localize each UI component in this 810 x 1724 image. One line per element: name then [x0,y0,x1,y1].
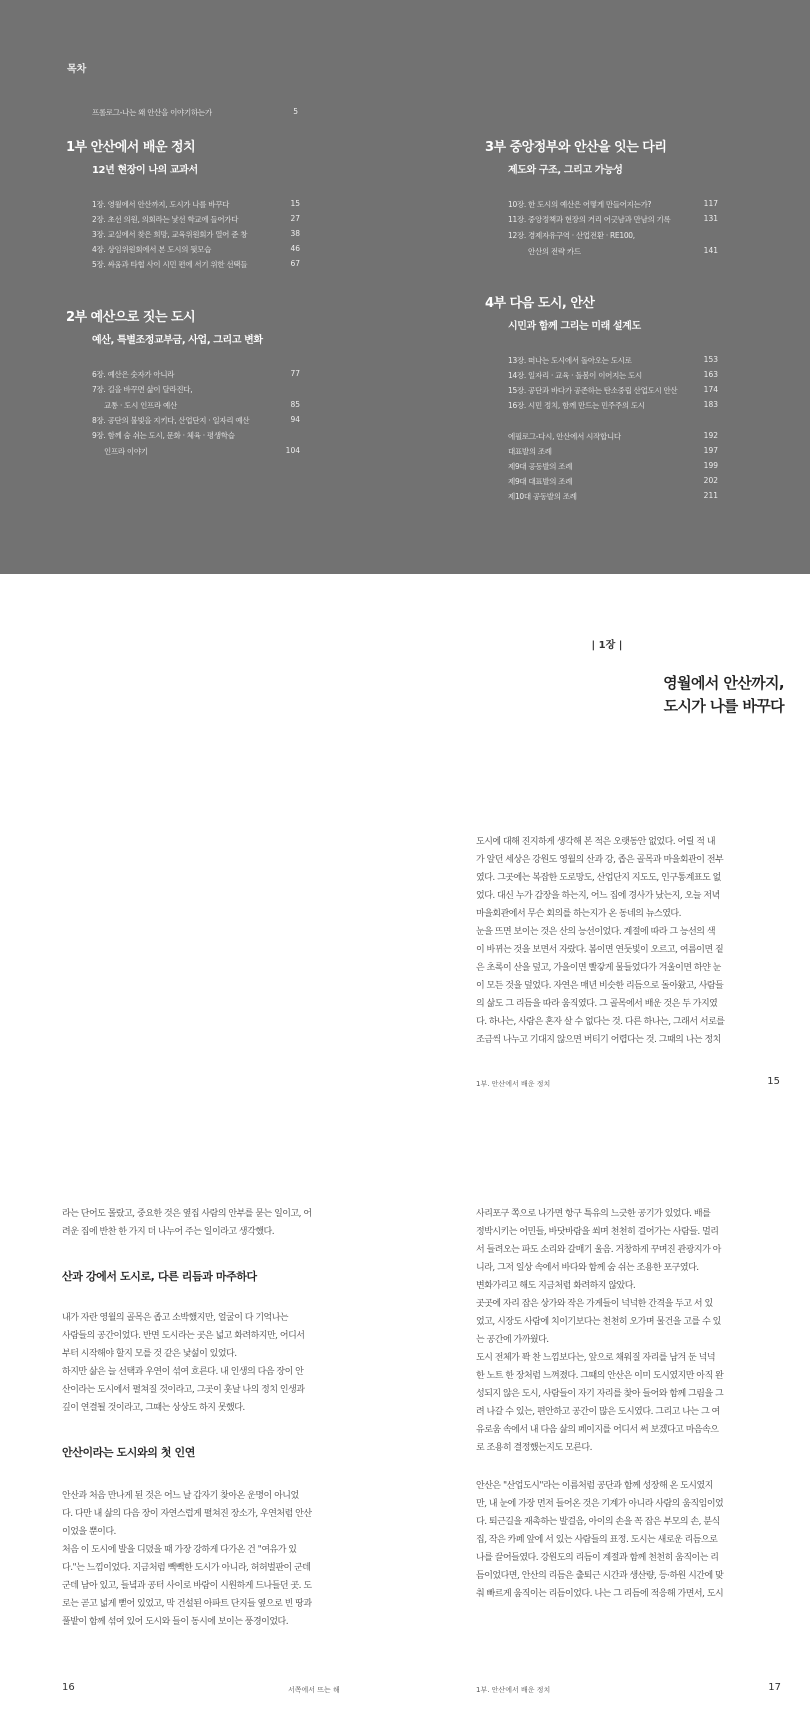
body-line: 산이라는 도시에서 펼쳐질 것이라고, 그곳이 훗날 나의 정치 인생과 [62,1385,305,1395]
running-footer: 1부. 안산에서 배운 정치 [476,1080,551,1088]
body-line: 이었을 뿐이다. [62,1527,116,1537]
body-line: 내가 자란 영월의 골목은 좁고 소박했지만, 얼굴이 다 기억나는 [62,1313,289,1323]
body-line: 곳곳에 자리 잡은 상가와 작은 가게들이 넉넉한 간격을 두고 서 있 [476,1299,713,1309]
toc-appendix-page: 192 [703,431,718,440]
body-line: 듬이었다면, 안산의 리듬은 출퇴근 시간과 생산량, 등·하원 시간에 맞 [476,1571,724,1581]
body-line: 었고, 시장도 사람에 치이기보다는 천천히 오가며 물건을 고를 수 있 [476,1317,721,1327]
toc-entry-page: 163 [703,370,718,379]
part1-subtitle: 12년 현장이 나의 교과서 [92,165,198,176]
toc-appendix-page: 197 [703,446,718,455]
body-line: 부터 시작해야 할지 모를 것 같은 낯섦이 있었다. [62,1349,237,1359]
body-line: 었다. 대신 누가 감장을 하는지, 어느 집에 경사가 났는지, 오늘 저녁 [476,891,720,901]
body-line: 나를 끌어들였다. 강원도의 리듬이 계절과 함께 천천히 움직이는 리 [476,1553,719,1563]
body-line: 의 삶도 그 리듬을 따라 움직였다. 그 골목에서 배운 것은 두 가지였 [476,999,718,1009]
toc-entry: 5장. 싸움과 타협 사이 시민 편에 서기 위한 선택들 [92,260,248,269]
toc-appendix-entry: 제9대 공동발의 조례 [508,462,573,471]
body-line: 집, 작은 카페 앞에 서 있는 사람들의 표정. 도시는 새로운 리듬으로 [476,1535,718,1545]
toc-entry: 3장. 교실에서 찾은 희망, 교육위원회가 열어 준 창 [92,230,248,239]
body-line: 처음 이 도시에 발을 디뎠을 때 가장 강하게 다가온 건 "여유가 있 [62,1545,297,1555]
toc-appendix-page: 199 [703,461,718,470]
body-line: 는 공간에 가까웠다. [476,1335,549,1345]
toc-appendix-entry: 대표발의 조례 [508,447,552,456]
toc-entry: 인프라 이야기 [104,447,148,456]
part2-title: 2부 예산으로 짓는 도시 [66,310,196,325]
toc-entry-page: 153 [703,355,718,364]
toc-appendix-entry: 에필로그-다시, 안산에서 시작합니다 [508,432,621,441]
body-line: 사리포구 쪽으로 나가면 항구 특유의 느긋한 공기가 있었다. 배를 [476,1209,711,1219]
body-line: 다. 퇴근길을 재촉하는 발걸음, 아이의 손을 꼭 잡은 부모의 손, 분식 [476,1517,720,1527]
body-line: 다. 다만 내 삶의 다음 장이 자연스럽게 펼쳐진 장소가, 우연처럼 안산 [62,1509,312,1519]
toc-entry-page: 117 [703,199,718,208]
toc-entry: 15장. 공단과 바다가 공존하는 탄소중립 산업도시 안산 [508,386,678,395]
toc-entry: 7장. 길을 바꾸면 삶이 달라진다, [92,385,193,394]
body-line: 사람들의 공간이었다. 반면 도시라는 곳은 넓고 화려하지만, 어디서 [62,1331,305,1341]
body-line: 안산은 "산업도시"라는 이름처럼 공단과 함께 성장해 온 도시였지 [476,1481,713,1491]
toc-entry: 2장. 초선 의원, 의회라는 낯선 학교에 들어가다 [92,215,239,224]
toc-entry: 12장. 경제자유구역 · 산업전환 · RE100, [508,231,635,240]
toc-entry-page: 131 [703,214,718,223]
body-line: 다."는 느낌이었다. 지금처럼 빽빽한 도시가 아니라, 허허벌판이 군데 [62,1563,311,1573]
part3-title: 3부 중앙정부와 안산을 잇는 다리 [485,140,667,155]
toc-appendix-entry: 제10대 공동발의 조례 [508,492,577,501]
section-heading: 산과 강에서 도시로, 다른 리듬과 마주하다 [62,1270,257,1283]
toc-spread [0,0,810,574]
body-line: 다. 하나는, 사람은 혼자 살 수 없다는 것. 다른 하나는, 그래서 서로를 [476,1017,725,1027]
chapter-opener-page [404,574,810,1126]
body-line: 서 들려오는 파도 소리와 갈매기 울음. 거창하게 꾸며진 관광지가 아 [476,1245,721,1255]
toc-entry-page: 174 [703,385,718,394]
body-line: 한 노트 한 장처럼 느껴졌다. 그때의 안산은 이미 도시였지만 아직 완 [476,1371,724,1381]
toc-prologue-page: 5 [293,107,298,116]
body-line: 풀밭이 함께 섞여 있어 도시와 들이 동시에 보이는 풍경이었다. [62,1617,289,1627]
body-line: 조금씩 나누고 기대지 않으면 버티기 어렵다는 것. 그때의 나는 정치 [476,1035,721,1045]
toc-entry-page: 67 [290,259,300,268]
body-line: 도시에 대해 진지하게 생각해 본 적은 오랫동안 없었다. 어릴 적 내 [476,837,716,847]
toc-entry: 4장. 상임위원회에서 본 도시의 뒷모습 [92,245,212,254]
page-number: 16 [62,1682,75,1693]
toc-entry-page: 183 [703,400,718,409]
part2-subtitle: 예산, 특별조정교부금, 사업, 그리고 변화 [92,335,263,346]
page-number: 17 [768,1682,781,1693]
body-line: 라는 단어도 몰랐고, 중요한 것은 옆집 사람의 안부를 묻는 일이고, 어 [62,1209,312,1219]
toc-entry: 11장. 중앙정책과 현장의 거리 어긋남과 만남의 기록 [508,215,671,224]
body-line: 로는 곧고 넓게 뻗어 있었고, 막 건설된 아파트 단지들 옆으로 빈 땅과 [62,1599,312,1609]
toc-entry-page: 46 [290,244,300,253]
body-line: 마을회관에서 무슨 회의를 하는지가 온 동네의 뉴스였다. [476,909,681,919]
toc-entry-page: 38 [290,229,300,238]
body-line: 하지만 삶은 늘 선택과 우연이 섞여 흐른다. 내 인생의 다음 장이 안 [62,1367,304,1377]
body-line: 성되지 않은 도시, 사람들이 자기 자리를 찾아 들어와 함께 그림을 그 [476,1389,724,1399]
toc-entry: 14장. 일자리 · 교육 · 돌봄이 이어지는 도시 [508,371,642,380]
body-line: 안산과 처음 만나게 된 것은 어느 날 갑자기 찾아온 운명이 아니었 [62,1491,299,1501]
toc-entry-page: 94 [290,415,300,424]
page-17 [405,1126,810,1724]
body-line: 변화가리고 해도 지금처럼 화려하지 않았다. [476,1281,636,1291]
body-line: 정박시키는 어민들, 바닷바람을 쐬며 천천히 걸어가는 사람들. 멀리 [476,1227,719,1237]
running-footer: 1부. 안산에서 배운 정치 [476,1686,551,1694]
body-line: 춰 빠르게 움직이는 리듬이었다. 나는 그 리듬에 적응해 가면서, 도시 [476,1589,724,1599]
body-line: 려 나갈 수 있는, 편안하고 공간이 많은 도시였다. 그리고 나는 그 여 [476,1407,720,1417]
toc-entry-page: 77 [290,369,300,378]
body-line: 깊이 연결될 것이라고, 그때는 상상도 하지 못했다. [62,1403,245,1413]
body-line: 만, 내 눈에 가장 먼저 들어온 것은 기계가 아니라 사람의 움직임이었 [476,1499,724,1509]
toc-entry: 16장. 시민 정치, 함께 만드는 민주주의 도시 [508,401,645,410]
part1-title: 1부 안산에서 배운 정치 [66,140,196,155]
page-16 [0,1126,405,1724]
toc-entry: 8장. 공단의 불빛을 지키다, 산업단지 · 일자리 예산 [92,416,250,425]
toc-label: 목차 [67,64,87,75]
chapter-title-line1: 영월에서 안산까지, [663,674,784,692]
body-line: 이 바뀌는 것을 보면서 자랐다. 봄이면 연둣빛이 오르고, 여름이면 짙 [476,945,724,955]
toc-entry: 9장. 함께 숨 쉬는 도시, 문화 · 체육 · 평생학습 [92,431,235,440]
toc-entry-page: 104 [285,446,300,455]
page-number: 15 [767,1076,780,1087]
body-line: 유로움 속에서 내 다음 삶의 페이지를 어디서 써 보겠다고 마음속으 [476,1425,719,1435]
part3-subtitle: 제도와 구조, 그리고 가능성 [508,165,623,176]
body-line: 군데 남아 있고, 들녘과 공터 사이로 바람이 시원하게 드나들던 곳. 도 [62,1581,312,1591]
body-line: 가 알던 세상은 강원도 영월의 산과 강, 좁은 골목과 마을회관이 전부 [476,855,724,865]
toc-entry-page: 141 [703,246,718,255]
toc-entry-page: 15 [290,199,300,208]
running-footer: 서쪽에서 뜨는 해 [288,1686,340,1694]
chapter-label: | 1장 | [591,640,623,651]
toc-appendix-entry: 제9대 대표발의 조례 [508,477,573,486]
body-line: 로 조용히 결정했는지도 모른다. [476,1443,592,1453]
body-line: 도시 전체가 꽉 찬 느낌보다는, 앞으로 채워질 자리를 남겨 둔 넉넉 [476,1353,716,1363]
body-line: 이 모든 것을 덮었다. 자연은 매년 비슷한 리듬으로 돌아왔고, 사람들 [476,981,724,991]
toc-entry: 6장. 예산은 숫자가 아니라 [92,370,175,379]
toc-entry: 1장. 영월에서 안산까지, 도시가 나를 바꾸다 [92,200,230,209]
toc-appendix-page: 202 [703,476,718,485]
section-heading: 안산이라는 도시와의 첫 인연 [62,1446,195,1459]
part4-subtitle: 시민과 함께 그리는 미래 설계도 [508,321,641,332]
toc-appendix-page: 211 [703,491,718,500]
toc-entry: 교통 · 도시 인프라 예산 [104,401,177,410]
body-line: 니라, 그저 일상 속에서 바다와 함께 숨 쉬는 조용한 포구였다. [476,1263,699,1273]
toc-entry: 10장. 한 도시의 예산은 어떻게 만들어지는가? [508,200,652,209]
toc-entry-page: 27 [290,214,300,223]
body-line: 은 초록이 산을 덮고, 가을이면 빨갛게 물들었다가 겨울이면 하얀 눈 [476,963,721,973]
chapter-title-line2: 도시가 나를 바꾸다 [663,697,784,715]
body-line: 눈을 뜨면 보이는 것은 산의 능선이었다. 계절에 따라 그 능선의 색 [476,927,716,937]
toc-entry: 안산의 전략 카드 [528,247,581,256]
toc-entry-page: 85 [290,400,300,409]
toc-entry: 13장. 떠나는 도시에서 돌아오는 도시로 [508,356,632,365]
part4-title: 4부 다음 도시, 안산 [485,296,595,311]
toc-prologue-title: 프롤로그-나는 왜 안산을 이야기하는가 [92,108,212,117]
body-line: 려운 집에 반찬 한 가지 더 나누어 주는 일이라고 생각했다. [62,1227,275,1237]
body-line: 였다. 그곳에는 복잡한 도로망도, 산업단지 지도도, 인구통계표도 없 [476,873,721,883]
